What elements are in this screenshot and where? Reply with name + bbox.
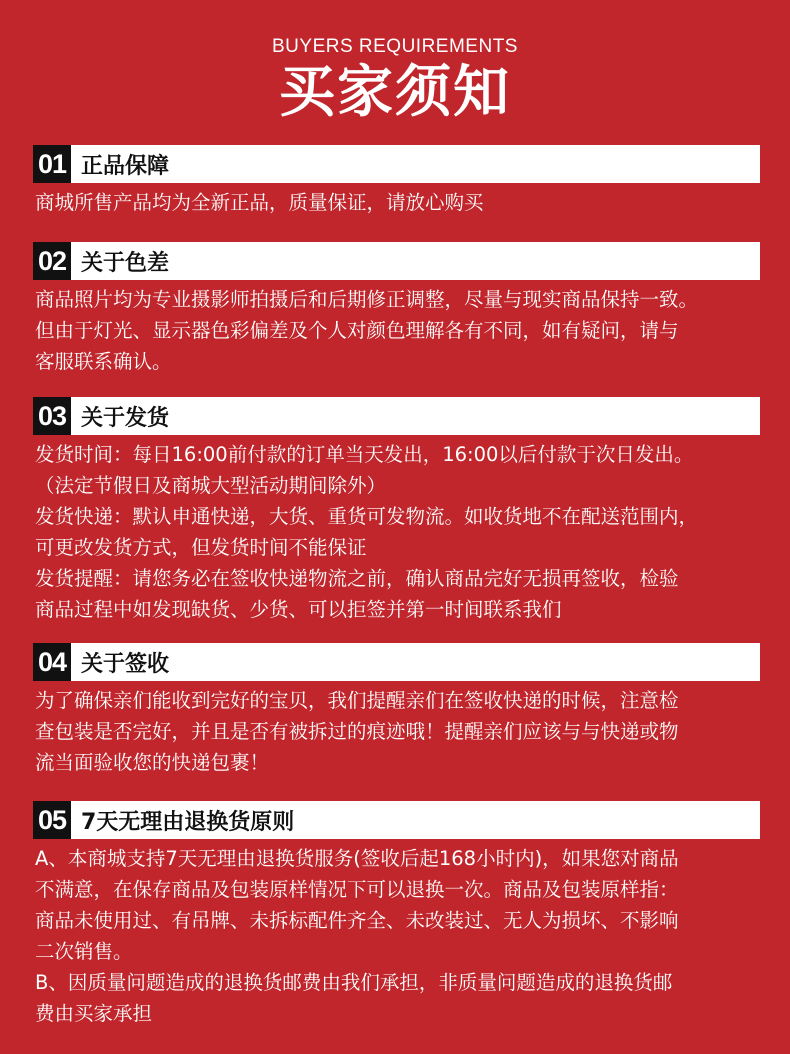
section-number: 02 bbox=[33, 242, 71, 280]
section-body bbox=[35, 284, 760, 377]
body-line: 发货时间：每日16:00前付款的订单当天发出，16:00以后付款于次日发出。 bbox=[35, 443, 694, 466]
page-header bbox=[0, 0, 790, 126]
section-body bbox=[35, 439, 760, 625]
section-title: 关于发货 bbox=[81, 405, 170, 431]
body-line: 费由买家承担 bbox=[35, 1002, 153, 1025]
section-genuine-guarantee bbox=[33, 145, 760, 218]
section-body bbox=[35, 685, 760, 778]
section-title: 关于色差 bbox=[81, 250, 170, 276]
body-line: 不满意，在保存商品及包装原样情况下可以退换一次。商品及包装原样指： bbox=[35, 878, 679, 901]
section-number: 05 bbox=[33, 801, 71, 839]
body-line: （法定节假日及商城大型活动期间除外） bbox=[35, 474, 387, 497]
section-color-difference bbox=[33, 242, 760, 377]
body-line: 商品照片均为专业摄影师拍摄后和后期修正调整，尽量与现实商品保持一致。 bbox=[35, 288, 699, 311]
body-line: B、因质量问题造成的退换货邮费由我们承担，非质量问题造成的退换货邮 bbox=[35, 971, 673, 994]
body-line: 二次销售。 bbox=[35, 940, 133, 963]
section-shipping bbox=[33, 397, 760, 625]
section-body bbox=[35, 843, 760, 1029]
page-title: 买家须知 bbox=[279, 60, 511, 125]
section-title: 正品保障 bbox=[81, 153, 170, 179]
section-body bbox=[35, 187, 760, 218]
section-number: 03 bbox=[33, 397, 71, 435]
body-line: 发货快递：默认申通快递，大货、重货可发物流。如收货地不在配送范围内， bbox=[35, 505, 699, 528]
page-subtitle: BUYERS REQUIREMENTS bbox=[272, 36, 518, 57]
section-header-bar bbox=[33, 801, 760, 839]
section-receipt bbox=[33, 643, 760, 778]
body-line: 商品过程中如发现缺货、少货、可以拒签并第一时间联系我们 bbox=[35, 598, 562, 621]
body-line: A、本商城支持7天无理由退换货服务(签收后起168小时内)，如果您对商品 bbox=[35, 847, 679, 870]
section-number: 01 bbox=[33, 145, 71, 183]
body-line: 查包装是否完好，并且是否有被拆过的痕迹哦！提醒亲们应该与与快递或物 bbox=[35, 720, 679, 743]
section-number: 04 bbox=[33, 643, 71, 681]
section-title: 7天无理由退换货原则 bbox=[81, 809, 295, 835]
body-line: 客服联系确认。 bbox=[35, 350, 172, 373]
body-line: 商品未使用过、有吊牌、未拆标配件齐全、未改装过、无人为损坏、不影响 bbox=[35, 909, 679, 932]
body-line: 可更改发货方式，但发货时间不能保证 bbox=[35, 536, 367, 559]
section-title: 关于签收 bbox=[81, 651, 170, 677]
body-line: 流当面验收您的快递包裹！ bbox=[35, 751, 270, 774]
body-line: 发货提醒：请您务必在签收快递物流之前，确认商品完好无损再签收，检验 bbox=[35, 567, 679, 590]
section-header-bar bbox=[33, 145, 760, 183]
section-header-bar bbox=[33, 643, 760, 681]
section-header-bar bbox=[33, 397, 760, 435]
section-header-bar bbox=[33, 242, 760, 280]
body-line: 但由于灯光、显示器色彩偏差及个人对颜色理解各有不同，如有疑问，请与 bbox=[35, 319, 679, 342]
section-return-policy bbox=[33, 801, 760, 1029]
body-line: 商城所售产品均为全新正品，质量保证，请放心购买 bbox=[35, 191, 484, 214]
body-line: 为了确保亲们能收到完好的宝贝，我们提醒亲们在签收快递的时候，注意检 bbox=[35, 689, 679, 712]
